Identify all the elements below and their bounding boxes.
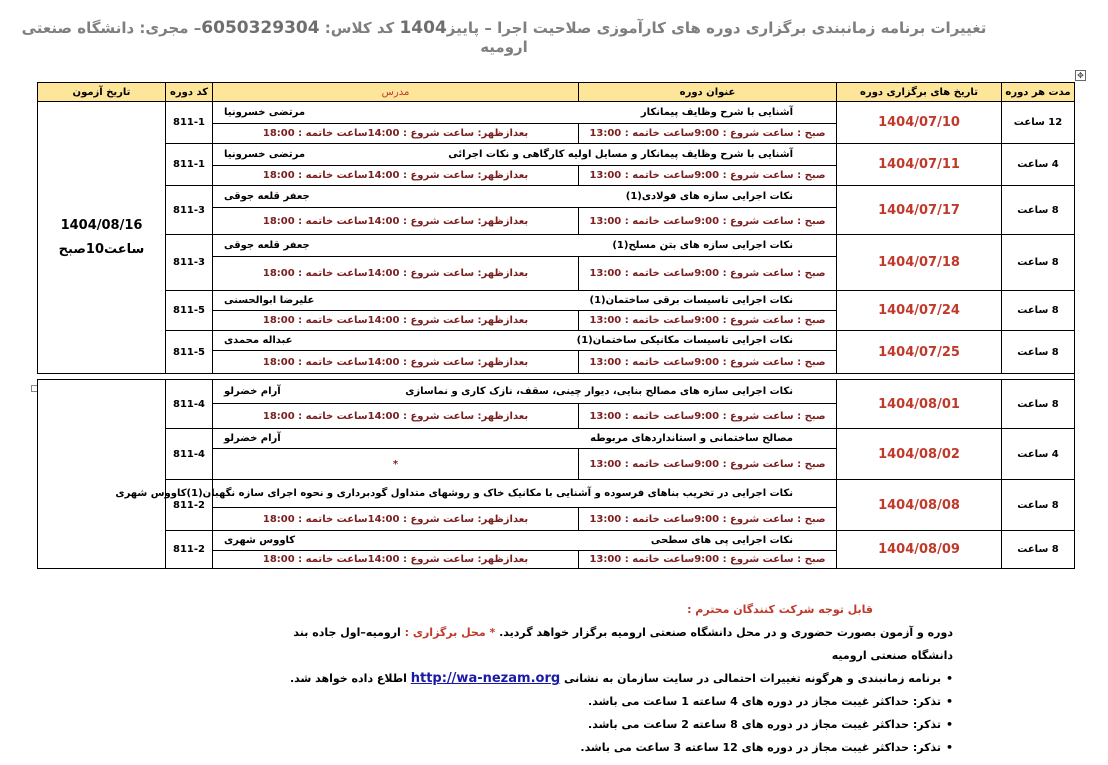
afternoon-end: 18:00 (262, 170, 295, 181)
course-cell (213, 531, 837, 551)
date-cell: 1404/08/01 (837, 380, 1002, 429)
note-venue: دوره و آزمون بصورت حضوری و در محل دانشگاه صنعتی ارومیه برگزار خواهد گردید. * محل برگزاری : ارومیه–اول جاده بند دانشگاه صنعتی ارومیه (293, 626, 953, 662)
header-code: کد دوره (166, 83, 213, 102)
header-instructor: مدرس (213, 83, 579, 102)
date-cell: 1404/07/17 (837, 186, 1002, 235)
course-code-cell: 811-4 (166, 380, 213, 429)
exam-date-cell (38, 102, 166, 374)
afternoon-start: 14:00 (367, 356, 400, 368)
table-row (38, 480, 1075, 508)
date-cell: 1404/08/02 (837, 429, 1002, 480)
header-course-title: عنوان دوره (579, 83, 837, 102)
morning-end-label: ساعت خاتمه : (621, 128, 695, 139)
course-line (216, 386, 833, 397)
afternoon-end-label: ساعت خاتمه : (294, 315, 368, 326)
duration-cell: 4 ساعت (1002, 429, 1075, 480)
course-cell (213, 331, 837, 351)
title-text: تغییرات برنامه زمانبندی برگزاری دوره های کارآموزی صلاحیت اجرا – پاییز (446, 19, 987, 37)
morning-start: 9:00 (694, 215, 720, 227)
morning-session (579, 508, 837, 531)
afternoon-session (213, 166, 579, 186)
title-text-2: کد کلاس: (319, 19, 400, 37)
course-code-cell: 811-2 (166, 531, 213, 569)
course-cell (213, 144, 837, 166)
course-line (216, 335, 833, 346)
afternoon-end-label: ساعت خاتمه : (294, 410, 368, 422)
afternoon-end: 18:00 (262, 356, 295, 368)
instructor-name: جعفر قلعه جوقی (224, 191, 310, 202)
afternoon-session (213, 124, 579, 144)
afternoon-start: 14:00 (367, 410, 400, 422)
morning-start: 9:00 (694, 268, 720, 279)
afternoon-label: بعدازظهر: ساعت شروع : (399, 356, 529, 368)
morning-session (579, 208, 837, 235)
morning-end-label: ساعت خاتمه : (621, 410, 695, 422)
morning-session (579, 404, 837, 429)
morning-end: 13:00 (589, 356, 622, 368)
morning-end-label: ساعت خاتمه : (621, 356, 695, 368)
afternoon-end: 18:00 (262, 268, 295, 279)
course-title: نکات اجرایی در تخریب بناهای فرسوده و آشنایی با مکانیک خاک و روشهای متداول گودبرداری و نحوه اجرای سازه نگهبان(1) (186, 488, 793, 499)
date-cell: 1404/08/09 (837, 531, 1002, 569)
course-code-cell: 811-4 (166, 429, 213, 480)
afternoon-end: 18:00 (262, 513, 295, 525)
morning-start: 9:00 (694, 458, 720, 470)
afternoon-label: بعدازظهر: ساعت شروع : (399, 315, 529, 326)
morning-start: 9:00 (694, 410, 720, 422)
afternoon-end-label: ساعت خاتمه : (294, 554, 368, 565)
afternoon-end: 18:00 (262, 215, 295, 227)
course-line (115, 488, 833, 499)
date-cell: 1404/08/08 (837, 480, 1002, 531)
afternoon-session (213, 449, 579, 480)
afternoon-end-label: ساعت خاتمه : (294, 356, 368, 368)
date-cell: 1404/07/11 (837, 144, 1002, 186)
duration-cell: 8 ساعت (1002, 480, 1075, 531)
morning-session (579, 166, 837, 186)
course-code-cell: 811-5 (166, 331, 213, 374)
morning-end: 13:00 (589, 215, 622, 227)
morning-label: صبح : ساعت شروع : (719, 315, 826, 326)
morning-end: 13:00 (589, 458, 622, 470)
morning-session (579, 124, 837, 144)
morning-session (579, 351, 837, 374)
morning-label: صبح : ساعت شروع : (719, 356, 826, 368)
table-row (38, 235, 1075, 257)
afternoon-end-label: ساعت خاتمه : (294, 268, 368, 279)
morning-session (579, 311, 837, 331)
morning-session (579, 449, 837, 480)
afternoon-label: بعدازظهر: ساعت شروع : (399, 513, 529, 525)
duration-cell: 8 ساعت (1002, 331, 1075, 374)
table-row (38, 331, 1075, 351)
afternoon-start: 14:00 (367, 513, 400, 525)
class-code: 6050329304 (201, 18, 320, 38)
instructor-name: جعفر قلعه جوقی (224, 240, 310, 251)
afternoon-label: بعدازظهر: ساعت شروع : (399, 410, 529, 422)
instructor-name: مرتضی خسرونیا (224, 149, 306, 160)
course-code-cell: 811-3 (166, 235, 213, 291)
afternoon-session (213, 351, 579, 374)
duration-cell: 8 ساعت (1002, 531, 1075, 569)
header-exam-date: تاریخ آزمون (38, 83, 166, 102)
duration-cell: 8 ساعت (1002, 235, 1075, 291)
course-code-cell: 811-1 (166, 102, 213, 144)
afternoon-session (213, 551, 579, 569)
afternoon-session (213, 208, 579, 235)
website-link[interactable]: http://wa-nezam.org (410, 671, 561, 686)
afternoon-start: 14:00 (367, 554, 400, 565)
course-line (216, 433, 833, 444)
afternoon-start: 14:00 (367, 170, 400, 181)
course-cell (213, 429, 837, 449)
notes-heading: قابل توجه شرکت کنندگان محترم : (687, 603, 873, 616)
afternoon-end-label: ساعت خاتمه : (294, 513, 368, 525)
bullet-icon: • (945, 741, 953, 754)
afternoon-start: 14:00 (367, 268, 400, 279)
course-line (216, 535, 833, 546)
course-cell (213, 235, 837, 257)
morning-label: صبح : ساعت شروع : (719, 410, 826, 422)
note-absence-12h: •تذکر: حداکثر غیبت مجاز در دوره های 12 ساعته 3 ساعت می باشد. (253, 736, 953, 759)
afternoon-session (213, 257, 579, 291)
afternoon-end-label: ساعت خاتمه : (294, 170, 368, 181)
afternoon-label: بعدازظهر: ساعت شروع : (399, 268, 529, 279)
morning-end: 13:00 (589, 268, 622, 279)
course-cell (213, 102, 837, 124)
morning-start: 9:00 (694, 170, 720, 181)
duration-cell: 8 ساعت (1002, 186, 1075, 235)
afternoon-session (213, 311, 579, 331)
afternoon-end: 18:00 (262, 128, 295, 139)
instructor-name: کاووس شهری (224, 535, 296, 546)
morning-start: 9:00 (694, 513, 720, 525)
course-title: نکات اجرایی تاسیسات برقی ساختمان(1) (589, 295, 793, 306)
morning-start: 9:00 (694, 356, 720, 368)
morning-end: 13:00 (589, 513, 622, 525)
table-row (38, 144, 1075, 166)
afternoon-end-label: ساعت خاتمه : (294, 215, 368, 227)
instructor-name: کاووس شهری (115, 488, 187, 499)
table-row (38, 291, 1075, 311)
afternoon-label: بعدازظهر: ساعت شروع : (399, 554, 529, 565)
afternoon-start: 14:00 (367, 315, 400, 326)
exam-time: ساعت10صبح (58, 241, 145, 257)
afternoon-end: 18:00 (262, 554, 295, 565)
table-row (38, 186, 1075, 208)
morning-label: صبح : ساعت شروع : (719, 268, 826, 279)
bullet-icon: • (945, 672, 953, 685)
table-header-row (38, 83, 1075, 102)
morning-label: صبح : ساعت شروع : (719, 458, 826, 470)
duration-cell: 4 ساعت (1002, 144, 1075, 186)
morning-label: صبح : ساعت شروع : (719, 513, 826, 525)
note-absence-8h: •تذکر: حداکثر غیبت مجاز در دوره های 8 ساعته 2 ساعت می باشد. (253, 713, 953, 736)
morning-end: 13:00 (589, 170, 622, 181)
morning-session (579, 551, 837, 569)
course-title: آشنایی با شرح وظایف پیمانکار و مسایل اولیه کارگاهی و نکات اجرائی (448, 149, 793, 160)
duration-cell: 12 ساعت (1002, 102, 1075, 144)
afternoon-end: 18:00 (262, 410, 295, 422)
course-cell (213, 291, 837, 311)
afternoon-session (213, 404, 579, 429)
course-title: آشنایی با شرح وظایف پیمانکار (640, 107, 793, 118)
table-row (38, 380, 1075, 404)
morning-label: صبح : ساعت شروع : (719, 170, 826, 181)
table-move-handle-icon[interactable]: ✥ (1075, 70, 1086, 81)
course-cell (213, 380, 837, 404)
morning-end-label: ساعت خاتمه : (621, 268, 695, 279)
morning-label: صبح : ساعت شروع : (719, 554, 826, 565)
instructor-name: آرام خضرلو (224, 386, 281, 397)
course-line (216, 191, 833, 202)
afternoon-label: بعدازظهر: ساعت شروع : (399, 215, 529, 227)
afternoon-start: 14:00 (367, 215, 400, 227)
course-code-cell: 811-1 (166, 144, 213, 186)
morning-start: 9:00 (694, 128, 720, 139)
date-cell: 1404/07/18 (837, 235, 1002, 291)
table-row (38, 102, 1075, 124)
course-title: نکات اجرایی سازه های مصالح بنایی، دیوار چینی، سقف، نازک کاری و نماسازی (405, 386, 793, 397)
afternoon-end: 18:00 (262, 315, 295, 326)
page-title (20, 18, 988, 56)
date-cell: 1404/07/24 (837, 291, 1002, 331)
table-row (38, 531, 1075, 551)
morning-session (579, 257, 837, 291)
course-line (216, 240, 833, 251)
course-code-cell: 811-5 (166, 291, 213, 331)
course-line (216, 149, 833, 160)
bullet-icon: • (945, 718, 953, 731)
course-title: نکات اجرایی پی های سطحی (650, 535, 793, 546)
afternoon-end-label: ساعت خاتمه : (294, 128, 368, 139)
course-line (216, 295, 833, 306)
course-title: نکات اجرایی سازه های فولادی(1) (625, 191, 793, 202)
afternoon-label: بعدازظهر: ساعت شروع : (399, 170, 529, 181)
header-dates: تاریخ های برگزاری دوره (837, 83, 1002, 102)
morning-end-label: ساعت خاتمه : (621, 458, 695, 470)
afternoon-label: بعدازظهر: ساعت شروع : (399, 128, 529, 139)
duration-cell: 8 ساعت (1002, 380, 1075, 429)
course-cell (213, 186, 837, 208)
morning-end-label: ساعت خاتمه : (621, 554, 695, 565)
course-code-cell: 811-2 (166, 480, 213, 531)
title-text-3: – مجری: دانشگاه صنعتی ارومیه (21, 19, 528, 56)
course-title: مصالح ساختمانی و استانداردهای مربوطه (590, 433, 793, 444)
note-schedule: •برنامه زمانبندی و هرگونه تغییرات احتمالی در سایت سازمان به نشانی http://wa-nezam.org اطلاع داده خواهد شد. (253, 667, 953, 690)
afternoon-session (213, 508, 579, 531)
morning-end-label: ساعت خاتمه : (621, 513, 695, 525)
instructor-name: علیرضا ابوالحسنی (224, 295, 315, 306)
course-code-cell: 811-3 (166, 186, 213, 235)
morning-end: 13:00 (589, 128, 622, 139)
morning-start: 9:00 (694, 315, 720, 326)
morning-end-label: ساعت خاتمه : (621, 315, 695, 326)
instructor-name: آرام خضرلو (224, 433, 281, 444)
exam-date-cell-cont (38, 380, 166, 569)
morning-end: 13:00 (589, 554, 622, 565)
morning-label: صبح : ساعت شروع : (719, 215, 826, 227)
exam-date: 1404/08/16 (60, 217, 143, 233)
header-duration: مدت هر دوره (1002, 83, 1075, 102)
morning-end: 13:00 (589, 315, 622, 326)
course-line (216, 107, 833, 118)
course-title: نکات اجرایی تاسیسات مکانیکی ساختمان(1) (576, 335, 793, 346)
course-title: نکات اجرایی سازه های بتن مسلح(1) (612, 240, 793, 251)
title-year: 1404 (399, 18, 447, 38)
duration-cell: 8 ساعت (1002, 291, 1075, 331)
instructor-name: مرتضی خسرونیا (224, 107, 306, 118)
instructor-name: عبداله محمدی (224, 335, 293, 346)
note-absence-4h: •تذکر: حداکثر غیبت مجاز در دوره های 4 ساعته 1 ساعت می باشد. (253, 690, 953, 713)
morning-label: صبح : ساعت شروع : (719, 128, 826, 139)
table-row (38, 429, 1075, 449)
morning-end: 13:00 (589, 410, 622, 422)
date-cell: 1404/07/10 (837, 102, 1002, 144)
afternoon-mark: * (392, 458, 399, 470)
morning-end-label: ساعت خاتمه : (621, 170, 695, 181)
schedule-table (37, 82, 1075, 569)
morning-start: 9:00 (694, 554, 720, 565)
afternoon-start: 14:00 (367, 128, 400, 139)
date-cell: 1404/07/25 (837, 331, 1002, 374)
notes-section (253, 598, 953, 759)
bullet-icon: • (945, 695, 953, 708)
morning-end-label: ساعت خاتمه : (621, 215, 695, 227)
